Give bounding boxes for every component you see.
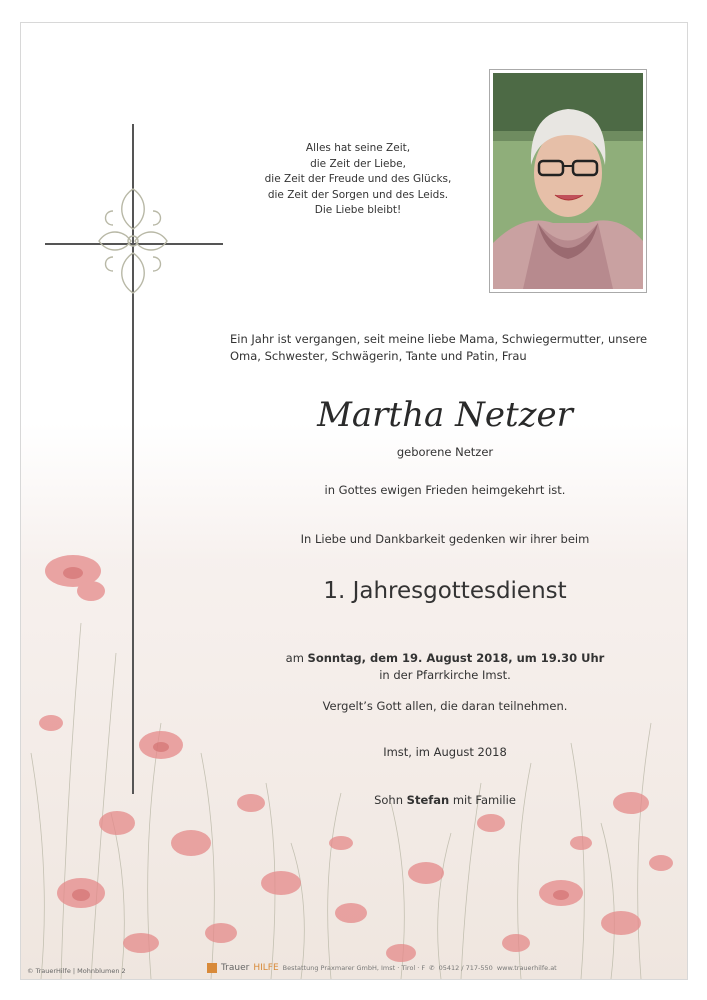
logo-text-part1: Trauer bbox=[221, 963, 250, 973]
flourish-ornament-icon bbox=[93, 181, 173, 301]
maiden-name: geborene Netzer bbox=[396, 445, 494, 459]
thanks-text: Vergelt’s Gott allen, die daran teilnehmen. bbox=[322, 699, 568, 713]
service-datetime bbox=[243, 651, 647, 665]
service-location: in der Pfarrkirche Imst. bbox=[379, 668, 511, 682]
deceased-name: Martha Netzer bbox=[317, 395, 573, 435]
family-suffix: mit Familie bbox=[452, 793, 516, 807]
footer-credit: © TrauerHilfe | Mohnblumen 2 bbox=[27, 967, 126, 975]
poem-line: Alles hat seine Zeit, bbox=[305, 142, 411, 154]
service-title: 1. Jahresgottesdienst bbox=[323, 578, 567, 604]
trauerhilfe-logo-icon bbox=[207, 963, 217, 973]
intro-text: Ein Jahr ist vergangen, seit meine liebe Mama, Schwiegermutter, unsere Oma, Schwester, Schwägerin, Tante und Patin, Frau bbox=[230, 332, 648, 363]
poem-line: die Zeit der Liebe, bbox=[310, 157, 406, 170]
poem-line: die Zeit der Freude und des Glücks, bbox=[264, 173, 452, 185]
family-prefix: Sohn bbox=[374, 793, 404, 807]
poem bbox=[240, 141, 476, 219]
logo-text-part2: HILFE bbox=[253, 963, 279, 973]
family-name: Stefan bbox=[406, 793, 450, 807]
service-date: Sonntag, dem 19. August 2018, um 19.30 Uhr bbox=[307, 651, 605, 665]
passed-text: in Gottes ewigen Frieden heimgekehrt ist. bbox=[324, 483, 566, 497]
portrait-photo bbox=[489, 69, 647, 293]
footer-company bbox=[207, 963, 557, 973]
portrait-image bbox=[493, 73, 643, 289]
family-signature bbox=[243, 793, 647, 807]
service-prefix: am bbox=[285, 651, 304, 665]
company-phone: 05412 / 717-550 bbox=[438, 964, 493, 972]
phone-icon: ✆ bbox=[429, 964, 435, 972]
poem-line: Die Liebe bleibt! bbox=[314, 204, 402, 216]
company-website[interactable]: www.trauerhilfe.at bbox=[496, 964, 557, 972]
poem-line: die Zeit der Sorgen und des Leids. bbox=[267, 188, 449, 201]
place-date: Imst, im August 2018 bbox=[383, 745, 507, 759]
remembrance-text: In Liebe und Dankbarkeit gedenken wir ihrer beim bbox=[300, 532, 590, 546]
obituary-card bbox=[20, 22, 688, 980]
company-text: Bestattung Praxmarer GmbH, Imst · Tirol · F bbox=[282, 964, 426, 972]
